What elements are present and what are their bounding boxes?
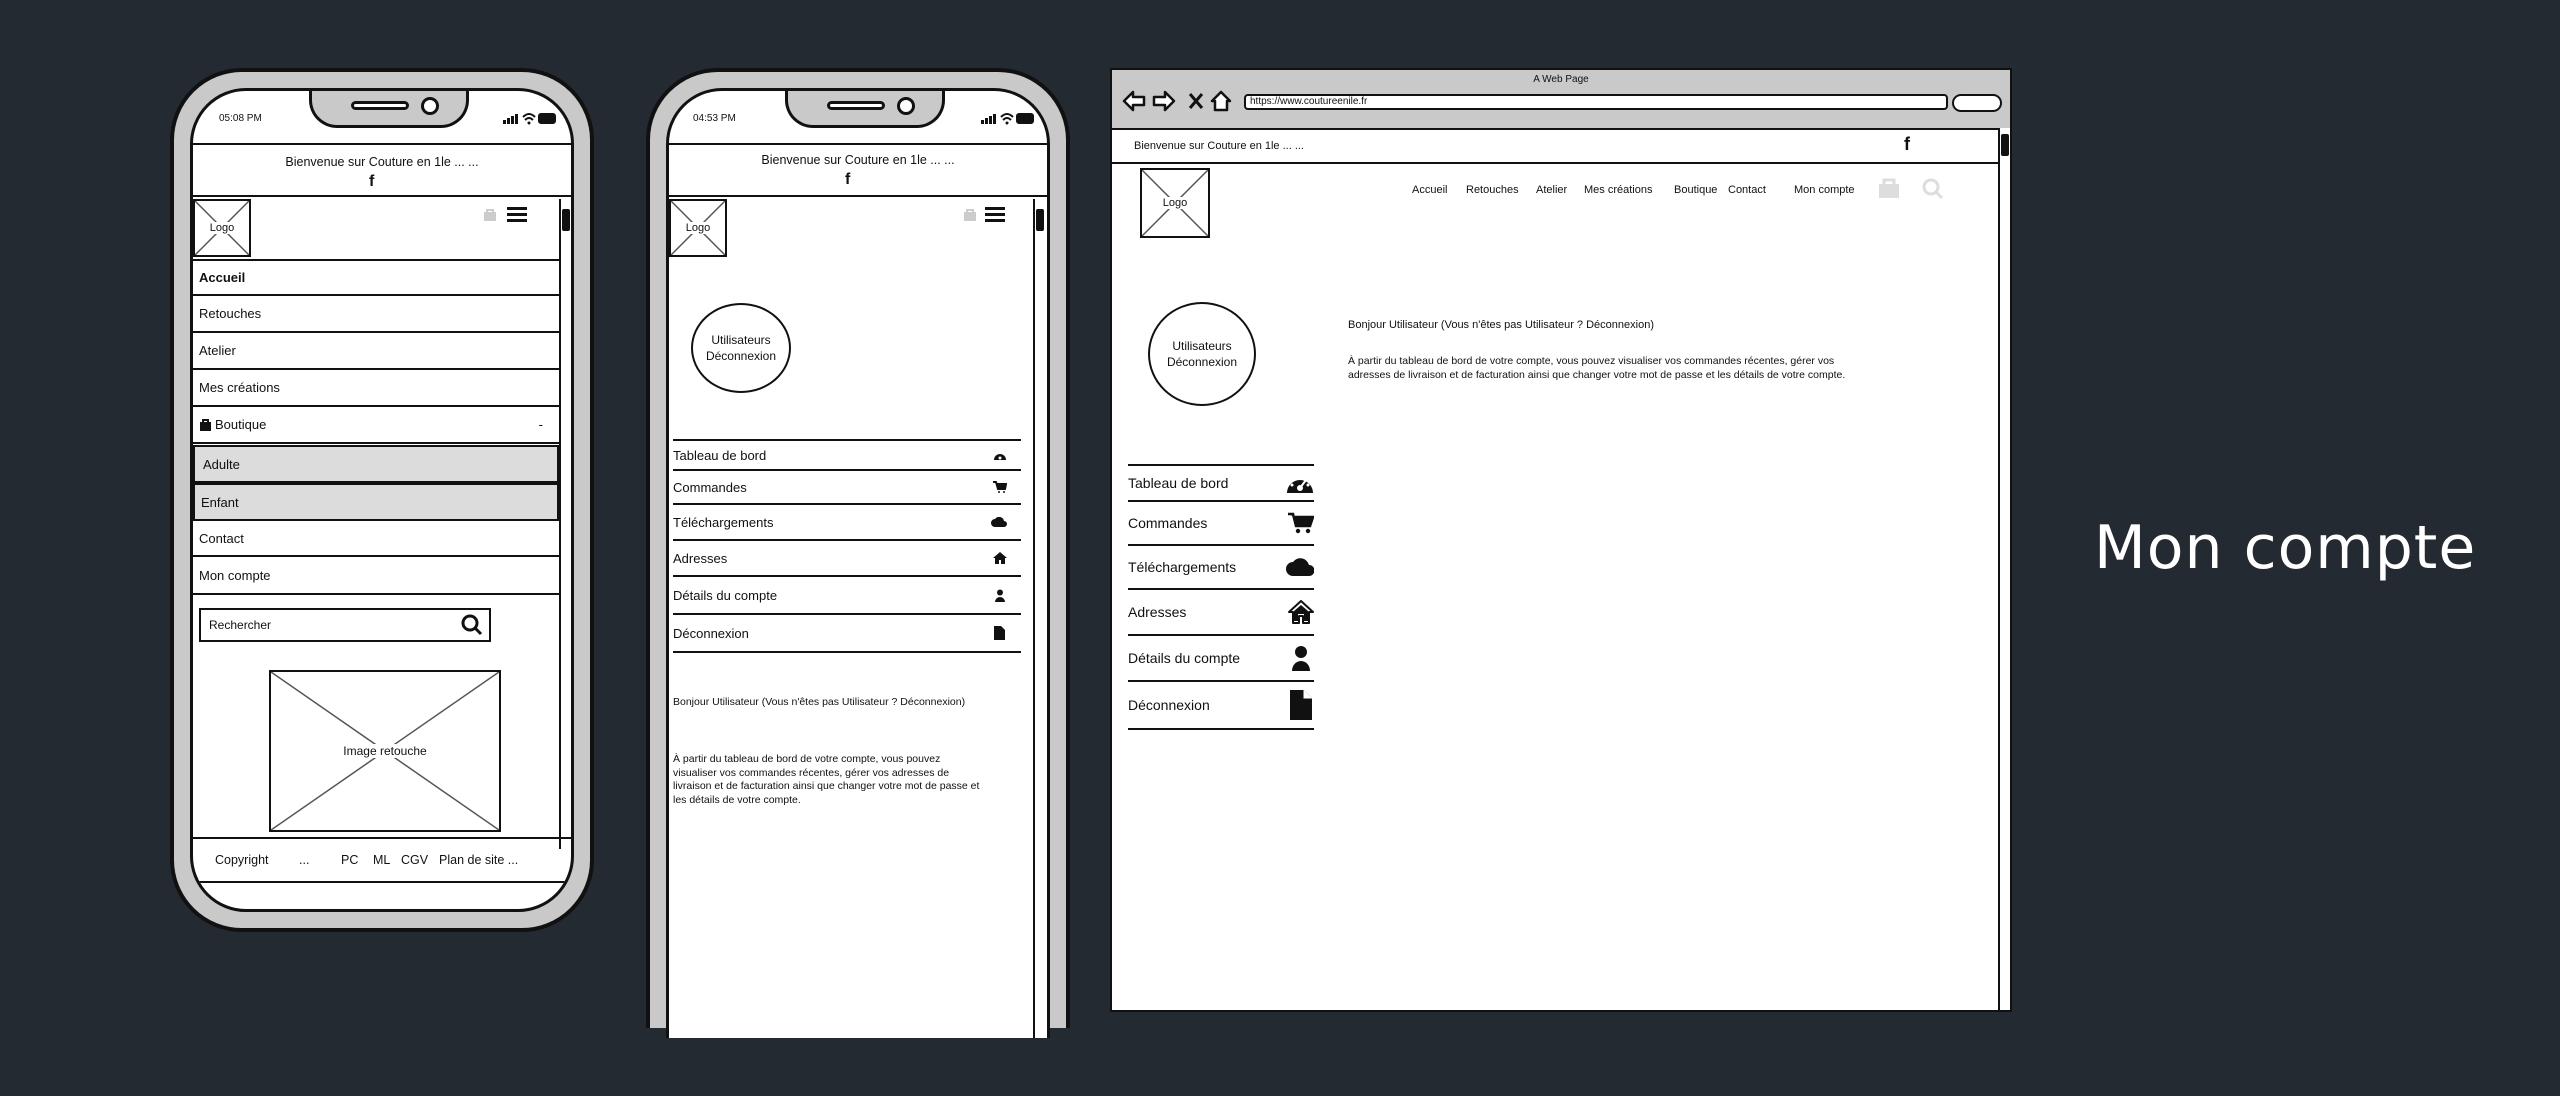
page-title: Mon compte [2094,513,2477,583]
image-label: Image retouche [343,744,427,758]
shopping-bag-icon [199,419,212,431]
shopping-bag-icon[interactable] [1878,178,1900,198]
facebook-icon[interactable]: f [845,171,851,188]
search-input[interactable]: Rechercher [199,608,491,642]
account-nav-downloads[interactable]: Téléchargements [1128,544,1314,588]
cart-icon [1288,512,1314,534]
close-icon[interactable] [1188,92,1204,110]
hamburger-menu-icon[interactable] [507,207,527,223]
scrollbar[interactable] [1998,128,2010,1012]
phone-screen [666,88,1050,1038]
description-line-1: À partir du tableau de bord de votre compte, vous pouvez visualiser vos commandes récentes, gérer vos [1348,355,1835,367]
search-icon[interactable] [1922,178,1944,200]
status-divider [669,143,1047,145]
user-avatar-circle [1148,302,1256,406]
home-icon[interactable] [1210,90,1232,112]
back-arrow-icon[interactable] [1122,90,1146,112]
collapse-toggle[interactable]: - [538,417,543,432]
welcome-banner: Bienvenue sur Couture en 1le ... ... [1134,140,1304,152]
home-icon [1288,600,1314,624]
nav-boutique[interactable]: Boutique [1674,184,1718,196]
phone-camera [897,97,915,115]
phone-frame-menu [170,68,594,932]
nav-contact[interactable]: Contact [1728,184,1766,196]
status-time: 04:53 PM [693,113,736,124]
phone-speaker [827,101,885,110]
logo-placeholder[interactable] [1140,168,1210,238]
file-icon [994,626,1005,640]
signal-wifi-battery-icon [981,111,1037,125]
forward-arrow-icon[interactable] [1152,90,1176,112]
banner-divider [669,195,1047,197]
logout-link[interactable]: Déconnexion [1166,355,1238,369]
facebook-icon[interactable]: f [369,173,375,190]
status-time: 05:08 PM [219,113,262,124]
logo-label: Logo [1162,197,1188,209]
user-name-link[interactable]: Utilisateurs [711,332,771,347]
scroll-thumb[interactable] [1036,209,1044,231]
account-nav-addresses[interactable]: Adresses [1128,588,1314,634]
phone-speaker [351,101,409,110]
description-text: À partir du tableau de bord de votre compte, vous pouvez visualiser vos commandes récentes, gérer vos adresses de livraison et de facturation ainsi que changer votre mot de passe et les détails de votre compte. [673,753,980,806]
footer-copyright[interactable]: Copyright [215,853,269,867]
submenu-item-enfant[interactable]: Enfant [193,483,559,521]
description-line-2: adresses de livraison et de facturation ainsi que changer votre mot de passe et les détails de votre compte. [1348,369,1846,381]
welcome-banner: Bienvenue sur Couture en 1le ... ... [761,153,955,167]
account-nav-dashboard[interactable]: Tableau de bord [673,439,1021,469]
cloud-icon [991,517,1007,527]
cloud-icon [1286,558,1314,576]
dashboard-icon [1286,471,1314,495]
account-nav-orders[interactable]: Commandes [673,469,1021,503]
greeting-text: Bonjour Utilisateur (Vous n'êtes pas Utilisateur ? Déconnexion) [1348,319,1654,331]
account-nav-downloads[interactable]: Téléchargements [673,503,1021,539]
browser-search-input[interactable] [1952,94,2002,112]
footer-pc[interactable]: PC [341,853,359,867]
greeting-text: Bonjour Utilisateur (Vous n'êtes pas Utilisateur ? Déconnexion) [673,696,966,708]
footer-divider [193,837,571,839]
scroll-thumb[interactable] [562,209,570,231]
nav-atelier[interactable]: Atelier [1536,184,1568,196]
account-nav-orders[interactable]: Commandes [1128,500,1314,544]
image-placeholder [269,670,501,832]
nav-mes-creations[interactable]: Mes créations [1584,184,1653,196]
nav-retouches[interactable]: Retouches [1466,184,1519,196]
logo-label: Logo [685,222,711,234]
facebook-icon[interactable]: f [1904,134,1910,154]
account-nav-logout[interactable]: Déconnexion [1128,680,1314,730]
menu-item-contact[interactable]: Contact [193,521,559,557]
search-icon[interactable] [461,614,483,636]
banner-divider [193,195,571,197]
status-divider [193,143,571,145]
footer-sitemap[interactable]: Plan de site ... [439,853,519,867]
scrollbar[interactable] [1033,199,1045,1038]
user-icon [995,589,1005,602]
account-nav-addresses[interactable]: Adresses [673,539,1021,575]
logo-placeholder[interactable] [669,199,727,257]
dashboard-icon [993,449,1007,461]
scrollbar[interactable] [559,199,571,849]
shopping-bag-icon[interactable] [963,209,977,221]
submenu-item-adulte[interactable]: Adulte [193,445,559,483]
window-title: A Web Page [1533,74,1589,85]
menu-item-retouches[interactable]: Retouches [193,296,559,333]
browser-toolbar [1112,70,2010,130]
footer-cgv[interactable]: CGV [401,853,429,867]
account-nav-dashboard[interactable]: Tableau de bord [1128,464,1314,500]
account-nav-details[interactable]: Détails du compte [673,575,1021,613]
footer-ellipsis: ... [299,853,310,867]
home-icon [993,552,1007,564]
cart-icon [993,481,1007,493]
footer-ml[interactable]: ML [373,853,391,867]
logout-link[interactable]: Déconnexion [705,349,777,363]
account-nav-details[interactable]: Détails du compte [1128,634,1314,680]
menu-item-accueil[interactable]: Accueil [193,259,559,296]
home-indicator-line [193,881,571,883]
nav-mon-compte[interactable]: Mon compte [1794,184,1855,196]
browser-window [1110,68,2012,1012]
menu-item-mes-creations[interactable]: Mes créations [193,370,559,407]
account-nav-logout[interactable]: Déconnexion [673,613,1021,653]
shopping-bag-icon[interactable] [483,209,497,221]
banner-divider [1112,162,1998,164]
user-name-link[interactable]: Utilisateurs [1172,338,1232,353]
file-icon [1290,690,1312,720]
user-avatar-circle [691,303,791,393]
phone-screen [190,88,574,912]
user-icon [1292,645,1310,671]
phone-frame-account [646,68,1070,1028]
welcome-banner: Bienvenue sur Couture en 1le ... ... [285,155,479,169]
logo-label: Logo [209,222,235,234]
nav-accueil[interactable]: Accueil [1412,184,1448,196]
address-bar-input[interactable]: https://www.coutureenile.fr [1244,94,1948,110]
signal-wifi-battery-icon [503,111,559,125]
logo-placeholder[interactable] [193,199,251,257]
menu-item-boutique[interactable]: Boutique - [193,407,559,444]
hamburger-menu-icon[interactable] [985,207,1005,223]
phone-camera [421,97,439,115]
menu-item-atelier[interactable]: Atelier [193,333,559,370]
scroll-thumb[interactable] [2001,134,2009,156]
menu-item-mon-compte[interactable]: Mon compte [193,557,559,595]
